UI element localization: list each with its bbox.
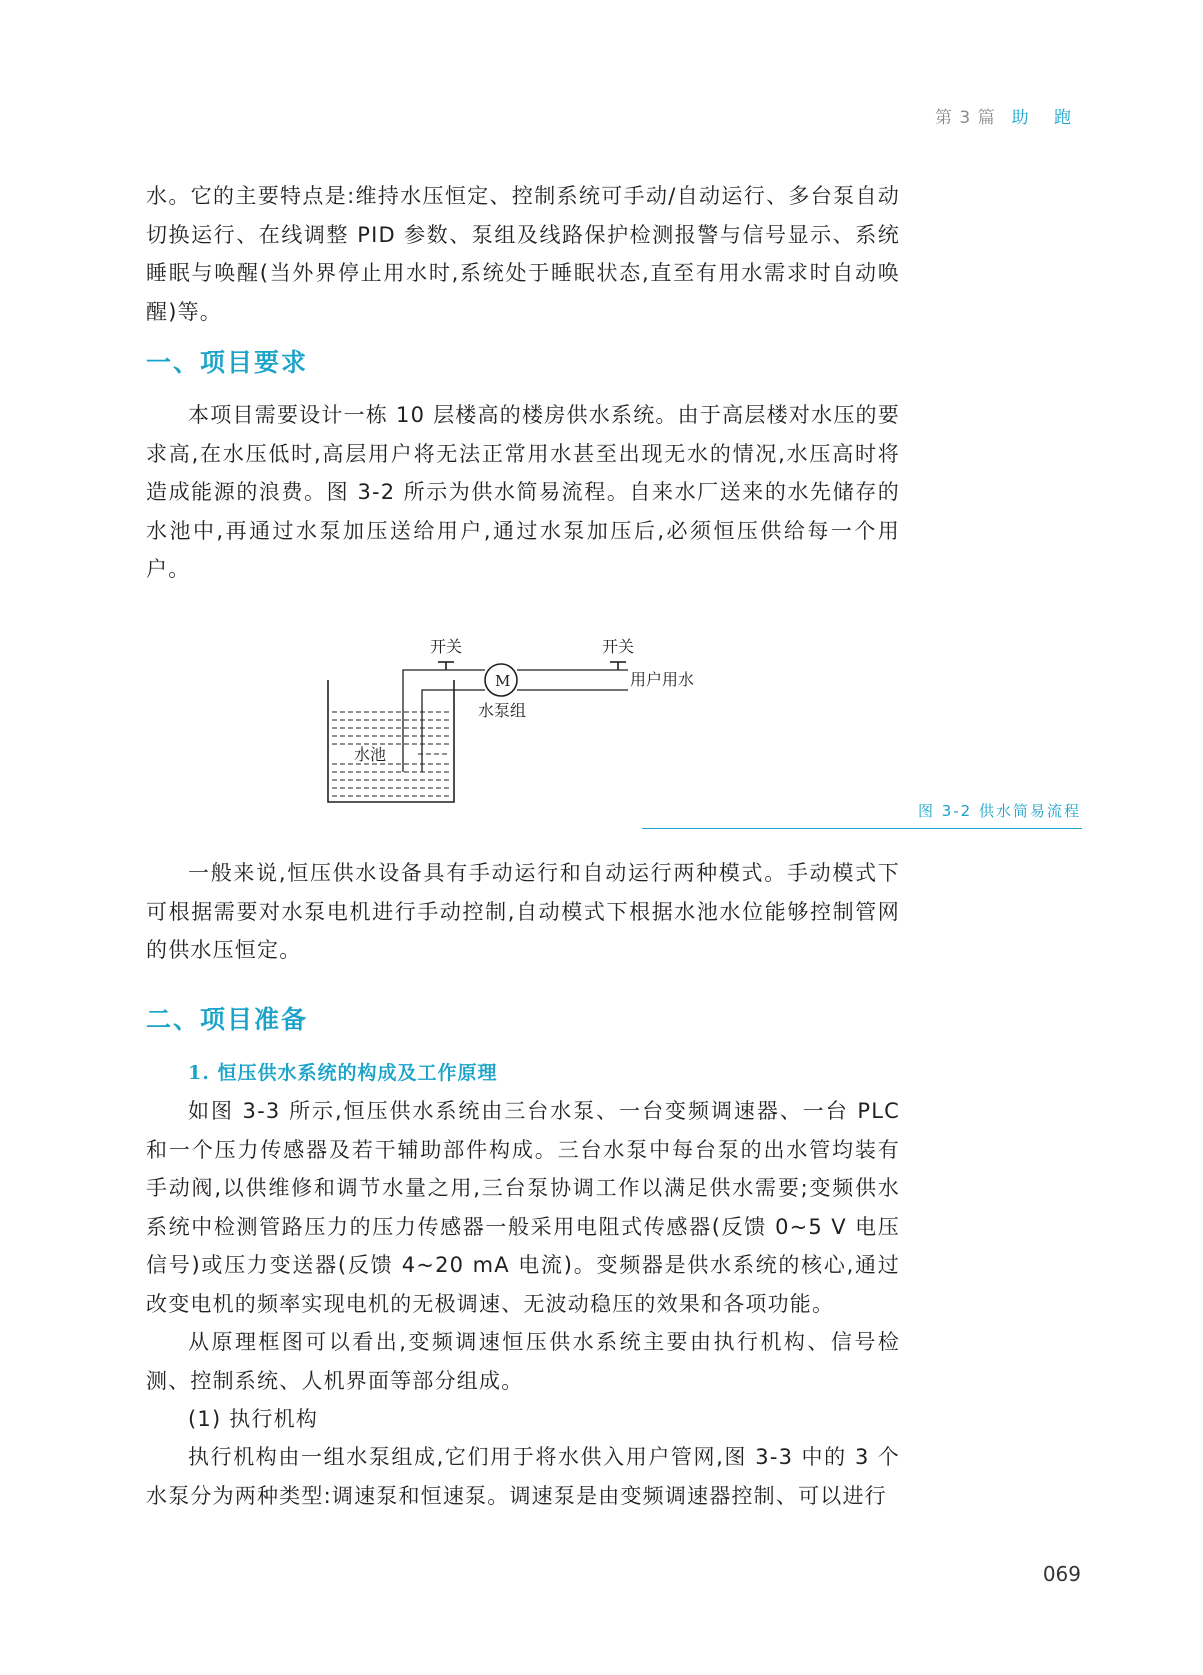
water-supply-diagram: [318, 630, 738, 820]
paragraph-block-diagram: 从原理框图可以看出,变频调速恒压供水系统主要由执行机构、信号检测、控制系统、人机界面等部分组成。: [146, 1330, 900, 1393]
paragraph-composition: 如图 3-3 所示,恒压供水系统由三台水泵、一台变频调速器、一台 PLC 和一个压力传感器及若干辅助部件构成。三台水泵中每台泵的出水管均装有手动阀,以供维修和调节水量之用,三台泵协调工作以满足供水需要;变频供水系统中检测管路压力的压力传感器一般采用电阻式传感器(反馈 0~5 V 电压信号)或压力变送器(反馈 4~20 mA 电流)。变频器是供水系统的核心,通过改变电机的频率实现电机的无极调速、无波动稳压的效果和各项功能。: [146, 1099, 900, 1316]
paragraph-actuator: 执行机构由一组水泵组成,它们用于将水供入用户管网,图 3-3 中的 3 个水泵分为两种类型:调速泵和恒速泵。调速泵是由变频调速器控制、可以进行: [146, 1445, 900, 1508]
running-header: [935, 103, 1081, 128]
caption-rule: [642, 828, 1082, 829]
paragraph-requirements: 本项目需要设计一栋 10 层楼高的楼房供水系统。由于高层楼对水压的要求高,在水压低时,高层用户将无法正常用水甚至出现无水的情况,水压高时将造成能源的浪费。图 3-2 所示为供水简易流程。自来水厂送来的水先储存的水池中,再通过水泵加压送给用户,通过水泵加压后,必须恒压供给每一个用户。: [146, 403, 900, 581]
motor-label: M: [495, 672, 511, 690]
paragraph-continued: 水。它的主要特点是:维持水压恒定、控制系统可手动/自动运行、多台泵自动切换运行、在线调整 PID 参数、泵组及线路保护检测报警与信号显示、系统睡眠与唤醒(当外界停止用水时,系统处于睡眠状态,直至有用水需求时自动唤醒)等。: [146, 184, 900, 324]
user-water-label: 用户用水: [630, 670, 695, 689]
pool-label: 水池: [354, 745, 387, 764]
heading-project-requirements: 一、项目要求: [146, 348, 309, 377]
paragraph-actuator-title: (1) 执行机构: [188, 1407, 319, 1431]
subheading-composition: 1. 恒压供水系统的构成及工作原理: [188, 1062, 498, 1084]
tank-outline: [328, 680, 454, 802]
chapter-label: 第 3 篇: [934, 108, 996, 128]
switch1-label: 开关: [430, 637, 463, 656]
page-number: 069: [1042, 1562, 1081, 1586]
pump-label: 水泵组: [478, 701, 527, 720]
heading-project-preparation: 二、项目准备: [146, 1005, 309, 1034]
section-label: 助 跑: [1011, 108, 1081, 128]
switch2-label: 开关: [602, 637, 635, 656]
paragraph-modes: 一般来说,恒压供水设备具有手动运行和自动运行两种模式。手动模式下可根据需要对水泵电机进行手动控制,自动模式下根据水池水位能够控制管网的供水压恒定。: [146, 861, 900, 962]
water-supply-figure: [318, 630, 738, 824]
water-lines: [332, 712, 450, 796]
inlet-pipe: [403, 670, 485, 772]
figure-caption: 图 3-2 供水简易流程: [917, 802, 1081, 820]
